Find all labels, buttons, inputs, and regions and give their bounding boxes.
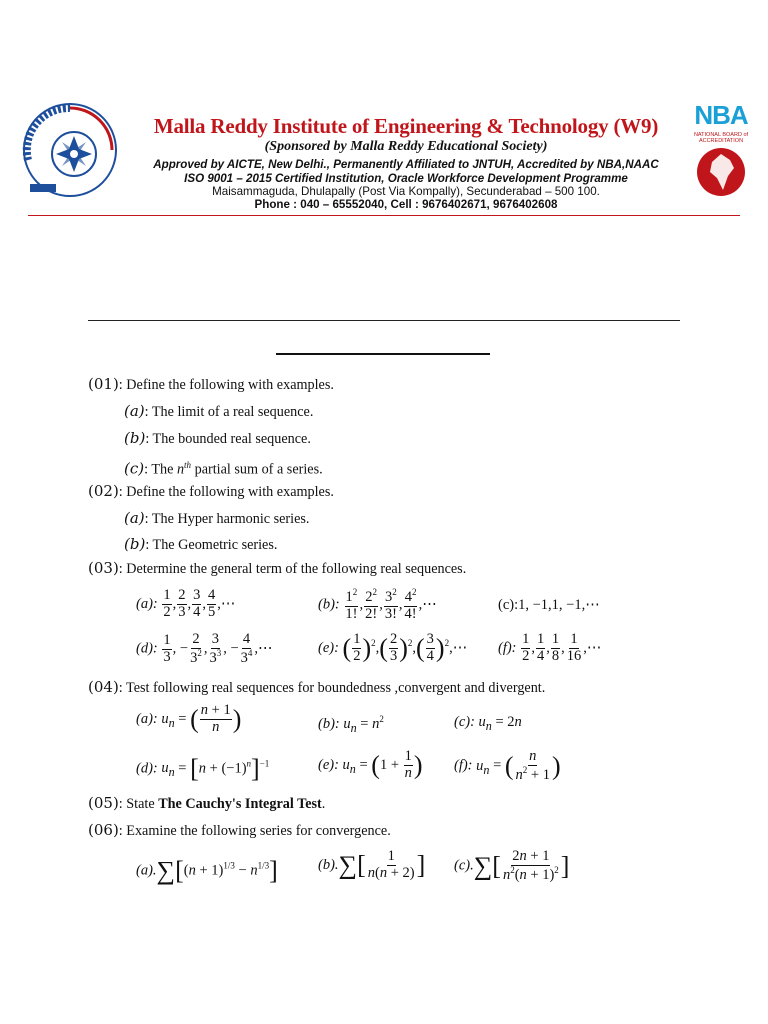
nba-logo [690, 100, 752, 210]
item-label: (a) [124, 402, 145, 420]
question-number: (05) [88, 794, 119, 812]
question-text: : Test following real sequences for boundedness ,convergent and divergent. [118, 680, 546, 696]
question-text: : Define the following with examples. [118, 484, 334, 500]
q6b-series: (b).∑[ $\frac{1}{n(n + 2)}$ ] [318, 848, 426, 881]
item-label: (a) [124, 509, 145, 527]
iso-line: ISO 9001 – 2015 Certified Institution, Oracle Workforce Development Programme [184, 172, 628, 185]
question-bold-text: The Cauchy's Integral Test [158, 796, 322, 812]
question-05 [88, 794, 325, 813]
college-emblem-logo [20, 100, 120, 200]
math-label: (a). [136, 862, 157, 879]
q3c-sequence: (c):1, −1,1, −1,⋯ [498, 597, 600, 613]
math-label: (a): [136, 710, 158, 727]
question-text: : Determine the general term of the following real sequences. [118, 561, 467, 577]
q4e-sequence: (e): $u_n = (1$ + $\frac{1}{n}$ ) [318, 748, 423, 781]
question-02a [124, 509, 309, 528]
item-label: (b) [124, 535, 146, 553]
nba-logo-text: NBA [694, 100, 748, 130]
question-02b [124, 535, 277, 554]
header-divider [28, 215, 740, 216]
math-label: (c). [454, 857, 474, 874]
q3a-sequence: (a): $\frac{1}{2}$ , $\frac{2}{3}$ , $\frac{3}{4}$ , $\frac{4}{5}$ ,⋯ [136, 587, 236, 620]
item-label: (c) [124, 459, 145, 478]
india-map-icon [690, 144, 752, 200]
question-04 [88, 678, 545, 697]
q4c-sequence: (c): $u_n = 2n$ [454, 714, 522, 733]
math-label: (e): [318, 639, 339, 656]
institute-name: Malla Reddy Institute of Engineering & Technology (W9) [153, 114, 659, 138]
question-number: (02) [88, 482, 119, 500]
q4f-sequence: (f): $u_n$ = ( $\frac{n}{n^2 + 1}$ ) [454, 748, 561, 783]
phone-line: Phone : 040 – 65552040, Cell : 9676402671, 9676402608 [254, 198, 558, 211]
math-label: (f): [454, 757, 473, 774]
q4a-sequence: (a): $u_n$ = ( $\frac{n + 1}{n}$ ) [136, 702, 242, 735]
item-text: : The limit of a real sequence. [144, 404, 314, 420]
q6c-series: (c).∑[ $\frac{2n + 1}{n^2(n + 1)^2}$ ] [454, 848, 570, 883]
math-label: (b). [318, 856, 339, 873]
math-label: (c): [454, 714, 475, 730]
q4d-sequence: (d): $u_n = [n + (-1)^n]^{-1}$ [136, 754, 270, 783]
title-underline [276, 353, 490, 355]
question-01 [88, 375, 334, 394]
sponsor-line: (Sponsored by Malla Reddy Educational Society) [264, 139, 548, 154]
item-text: : The [144, 461, 177, 478]
item-label: (b) [124, 429, 146, 447]
ellipsis: ,⋯ [583, 639, 602, 656]
q4b-sequence: (b): $u_n = n^2$ [318, 714, 384, 735]
math-label: (b): [318, 715, 340, 732]
question-number: (03) [88, 559, 119, 577]
q3d-sequence: (d): $\frac{1}{3}$ , − $\frac{2}{3^2}$ , $\frac{3}{3^3}$ , − $\frac{4}{3^4}$ ,⋯ [136, 631, 273, 666]
ellipsis: ,⋯ [449, 639, 468, 656]
question-01b [124, 429, 311, 448]
item-text: : The Hyper harmonic series. [144, 511, 310, 527]
q3e-sequence: (e): ( $\frac{1}{2}$ )$^2$,( $\frac{2}{3}$ )$^2$,( $\frac{3}{4}$ )$^2$,⋯ [318, 631, 468, 664]
q6a-series: $(a).\sum[(n + 1)^{1/3} - n^{1/3}]$ [136, 856, 278, 885]
q3b-sequence: (b): $\frac{1^2}{1!}$ , $\frac{2^2}{2!}$ , $\frac{3^2}{3!}$ , $\frac{4^2}{4!}$ ,⋯ [318, 587, 437, 622]
ellipsis: ,⋯ [418, 596, 437, 613]
math-label: (b): [318, 596, 340, 613]
question-03 [88, 559, 466, 578]
blank-line-divider [88, 320, 680, 321]
question-06 [88, 821, 391, 840]
question-number: (01) [88, 375, 119, 393]
math-label: (e): [318, 756, 339, 773]
address-line: Maisammaguda, Dhulapally (Post Via Kompally), Secunderabad – 500 100. [212, 185, 600, 198]
ellipsis: ,⋯ [217, 595, 236, 612]
math-label: (d): [136, 760, 158, 777]
question-01c [124, 456, 323, 479]
question-number: (06) [88, 821, 119, 839]
math-label: (d): [136, 640, 158, 657]
item-th: th [184, 460, 192, 470]
item-text-2: partial sum of a series. [191, 461, 323, 478]
question-number: (04) [88, 678, 119, 696]
item-n: n [176, 461, 185, 478]
ellipsis: ,⋯ [254, 640, 273, 657]
question-01a [124, 402, 313, 421]
question-text: : Define the following with examples. [118, 377, 334, 393]
question-end: . [321, 796, 326, 812]
math-label: (a): [136, 595, 158, 612]
item-text: : The bounded real sequence. [145, 431, 311, 447]
approval-line: Approved by AICTE, New Delhi., Permanently Affiliated to JNTUH, Accredited by NBA,NAAC [153, 158, 659, 171]
question-text: : State [118, 796, 159, 812]
question-text: : Examine the following series for convergence. [118, 823, 391, 839]
nba-logo-subtext: NATIONAL BOARD of ACCREDITATION [693, 132, 749, 144]
question-02 [88, 482, 334, 501]
q3f-sequence: (f): $\frac{1}{2}$ , $\frac{1}{4}$ , $\frac{1}{8}$ , $\frac{1}{16}$ ,⋯ [498, 631, 602, 664]
math-label: (f): [498, 639, 517, 656]
item-text: : The Geometric series. [145, 537, 278, 553]
